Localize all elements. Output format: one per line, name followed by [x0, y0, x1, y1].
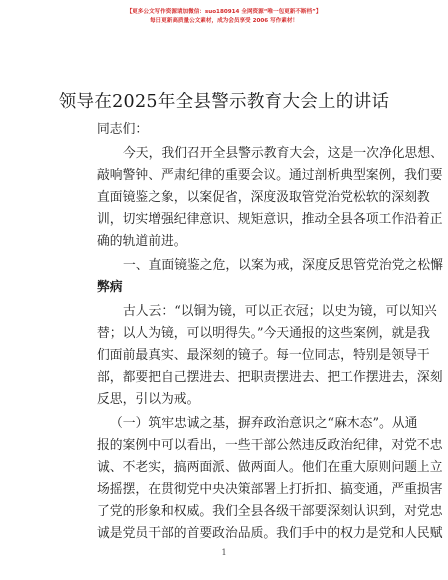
section-heading-line: 弊病 — [97, 280, 123, 295]
paragraph-line: 报的案例中可以看出，一些干部公然违反政治纪律，对党不忠 — [97, 438, 443, 453]
promo-banner — [0, 8, 448, 26]
subsection-line: （一）筑牢忠诚之基，摒弃政治意识之“麻木态”。从通 — [110, 416, 418, 431]
paragraph-line: 诚、不老实，搞两面派、做两面人。他们在重大原则问题上立 — [97, 460, 443, 475]
paragraph-line: 诚是党员干部的首要政治品质。我们手中的权力是党和人民赋 — [97, 526, 443, 541]
paragraph-line: 场摇摆，在贯彻党中央决策部署上打折扣、搞变通，严重损害 — [97, 482, 443, 497]
paragraph-line: 部，都要把自己摆进去、把职责摆进去、把工作摆进去，深刻 — [97, 370, 443, 385]
promo-banner-line-2: 每日更新高质量公文素材，成为会员享受 2006 写作素材！ — [149, 18, 299, 24]
document-title: 领导在2025年全县警示教育大会上的讲话 — [58, 92, 390, 112]
paragraph-line: 替；以人为镜，可以明得失。”今天通报的这些案例，就是我 — [97, 326, 430, 341]
paragraph-line: 敲响警钟、严肃纪律的重要会议。通过剖析典型案例，我们要 — [97, 168, 443, 183]
paragraph-line: 们面前最真实、最深刻的镜子。每一位同志，特别是领导干 — [97, 348, 430, 363]
paragraph-line: 确的轨道前进。 — [97, 234, 187, 249]
salutation: 同志们： — [97, 122, 149, 137]
paragraph-line: 训，切实增强纪律意识、规矩意识，推动全县各项工作沿着正 — [97, 212, 443, 227]
paragraph-line: 古人云：“以铜为镜，可以正衣冠；以史为镜，可以知兴 — [123, 304, 437, 319]
promo-banner-line-1: 【更多公文写作资源请加微信：suo180914 全网资源“唯一包更新不断档”】 — [126, 9, 322, 15]
paragraph-line: 反思，引以为戒。 — [97, 392, 200, 407]
page-number: 1 — [221, 548, 227, 557]
section-heading-line: 一、直面镜鉴之危，以案为戒，深度反思管党治党之松懈 — [123, 258, 443, 273]
paragraph-line: 直面镜鉴之象，以案促省，深度汲取管党治党松软的深刻教 — [97, 190, 430, 205]
paragraph-line: 今天，我们召开全县警示教育大会，这是一次净化思想、 — [123, 146, 443, 161]
paragraph-line: 了党的形象和权威。我们全县各级干部要深刻认识到，对党忠 — [97, 504, 443, 519]
